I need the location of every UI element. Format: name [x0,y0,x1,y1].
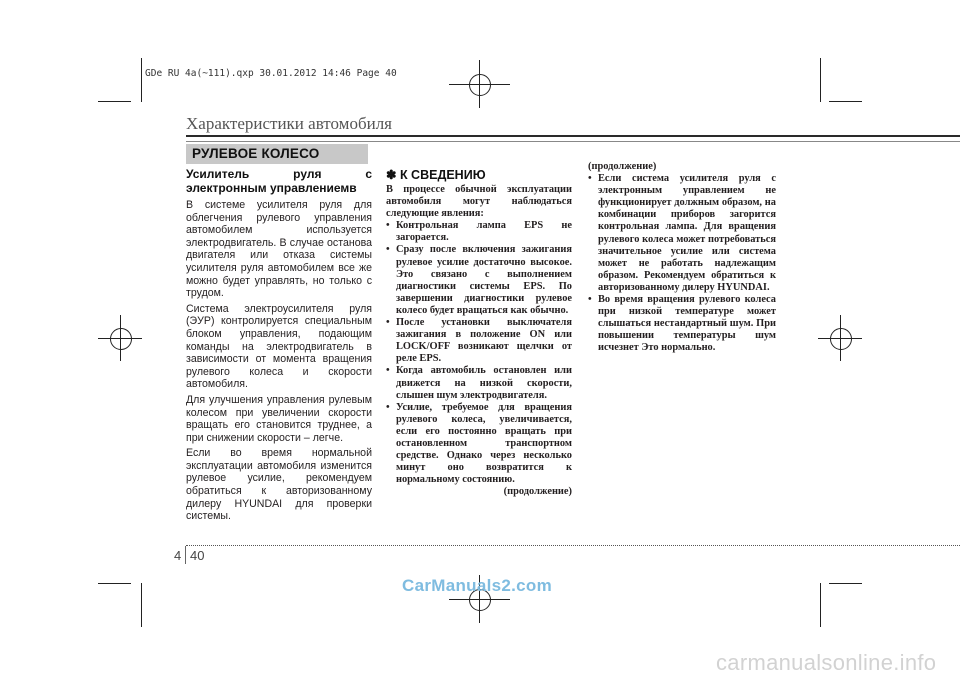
left-paragraph: Для улучшения управления рулевым колесом при увеличении скорости вращать его становится труднее, а при снижении скорости – легче. [186,393,372,444]
page-number: 40 [190,548,205,563]
notice-column [386,168,572,498]
notice-item: • Контрольная лампа EPS не загорается. [386,220,572,244]
registration-mark [840,315,841,361]
registration-mark [120,315,121,361]
notice-item: • Усилие, требуемое для вращения рулевого колеса, увеличивается, если его постоянно вращать при остановленном транспортном средстве. Однако через несколько минут оно возвратится к нормальному состоянию. [386,402,572,487]
left-column [186,168,372,526]
chapter-title: Характеристики автомобиля [186,114,392,133]
left-heading: Усилитель руля с электронным управлениемв [186,167,372,195]
notice-heading: ✽ К СВЕДЕНИЮ [386,168,486,182]
chapter-number: 4 [174,548,182,563]
crop-mark [98,583,131,584]
left-paragraph: В системе усилителя руля для облегчения рулевого управления автомобилем используется электродвигатель. В случае останова двигателя или отказа системы усилителя руля автомобилем все же можно будет управлять, но только с трудом. [186,199,372,300]
crop-mark [141,58,142,102]
carmanualsonline-watermark: carmanualsonline.info [716,650,937,675]
crop-mark [820,583,821,627]
notice-continued-column [588,161,776,355]
footer-dotted-rule [186,545,960,546]
left-paragraph: Если во время нормальной эксплуатации автомобиля изменится рулевое усилие, рекомендуем обратиться к авторизованному дилеру HYUNDAI для проверки системы. [186,447,372,523]
notice-list [386,220,572,486]
header-rule [186,135,960,137]
continued-label: (продолжение) [588,161,657,172]
crop-mark [141,583,142,627]
header-subrule [186,141,960,142]
crop-mark [829,583,862,584]
continued-label: (продолжение) [503,486,572,498]
crop-mark [820,58,821,102]
carmanuals-watermark: CarManuals2.com [402,576,552,595]
notice-intro: В процессе обычной эксплуатации автомобиля могут наблюдаться следующие явления: [386,184,572,220]
notice-item: • Когда автомобиль остановлен или движется на низкой скорости, слышен шум электродвигателя. [386,365,572,401]
registration-mark [110,328,132,350]
left-paragraph: Система электроусилителя руля (ЭУР) контролируется специальным блоком управления, подающим команды на электродвигатель в зависимости от момента вращения рулевого колеса и скорости автомобиля. [186,302,372,391]
section-title: РУЛЕВОЕ КОЛЕСО [192,146,320,161]
print-slug: GDe RU 4a(~111).qxp 30.01.2012 14:46 Page 40 [145,68,397,79]
page-number-divider [185,546,186,564]
notice-list-continued [588,173,776,354]
registration-mark [479,60,480,108]
notice-item: • Во время вращения рулевого колеса при низкой температуре может слышаться нестандартный шум. При повышении температуры шум исчезнет Это нормально. [588,294,776,354]
registration-mark [469,74,491,96]
crop-mark [98,101,131,102]
registration-mark [830,328,852,350]
crop-mark [829,101,862,102]
notice-item: • Сразу после включения зажигания рулевое усилие достаточно высокое. Это связано с выполнением диагностики системы EPS. По завершении диагностики рулевое колесо будет вращаться как обычно. [386,244,572,317]
notice-item: • После установки выключателя зажигания в положение ON или LOCK/OFF возникают щелчки от реле EPS. [386,317,572,365]
notice-item: • Если система усилителя руля с электронным управлением не функционирует должным образом, на комбинации приборов загорится контрольная лампа. Для вращения рулевого колеса может потребоваться значительное усилие или система может не работать надлежащим образом. Рекомендуем обратиться к авторизованному дилеру HYUNDAI. [588,173,776,294]
